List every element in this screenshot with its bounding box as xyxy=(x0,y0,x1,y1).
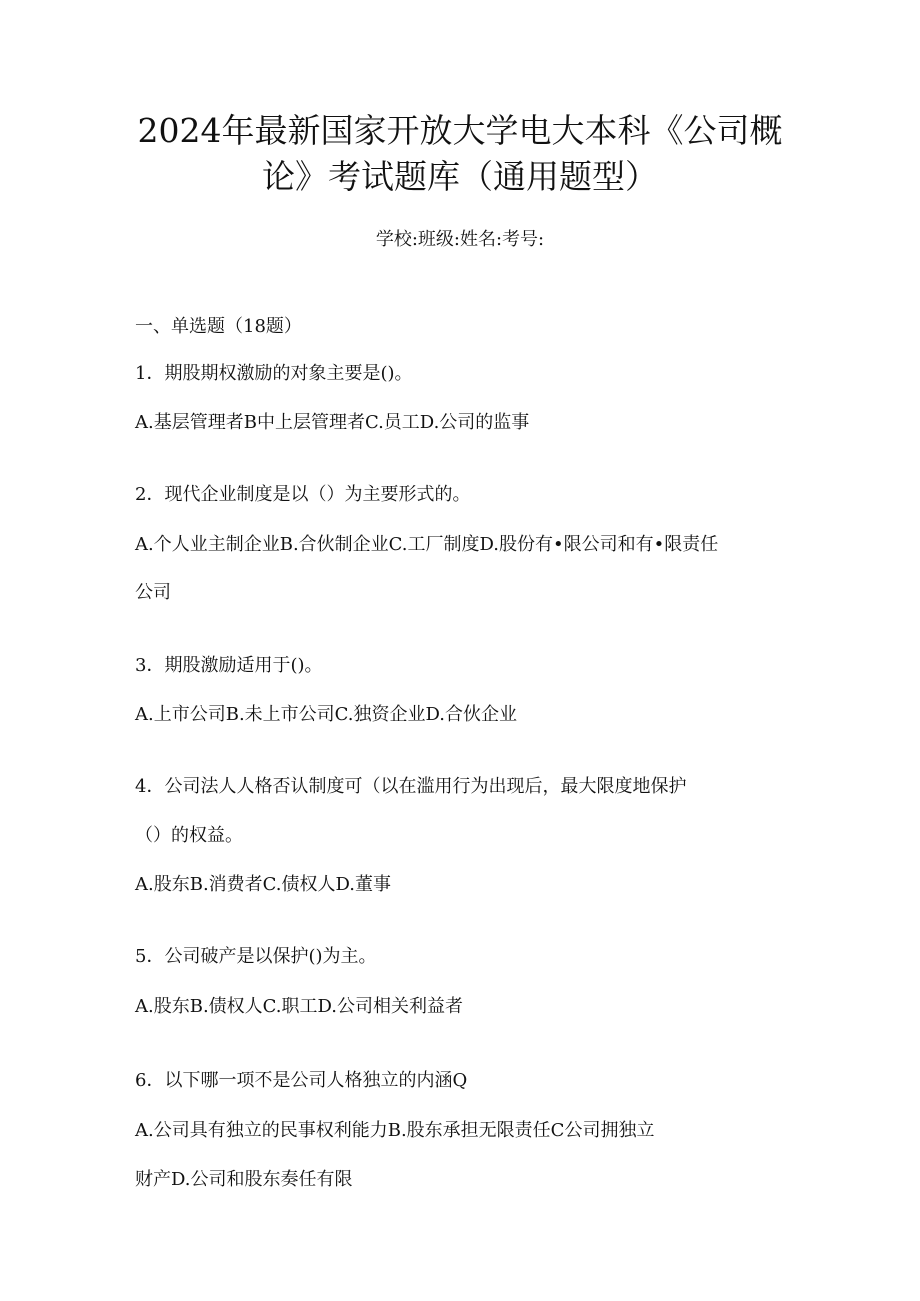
document-title-line-1: 2024年最新国家开放大学电大本科《公司概 xyxy=(137,111,783,150)
question-5-options: A.股东B.债权人C.职工D.公司相关利益者 xyxy=(135,996,464,1017)
question-1-options: A.基层管理者B中上层管理者C.员工D.公司的监事 xyxy=(135,412,530,433)
question-4-options: A.股东B.消费者C.债权人D.董事 xyxy=(135,874,392,895)
question-6-options: A.公司具有独立的民事权利能力B.股东承担无限责任C公司拥独立 xyxy=(135,1120,655,1141)
question-3-stem: 3．期股激励适用于()。 xyxy=(135,655,323,676)
question-5-stem: 5．公司破产是以保护()为主。 xyxy=(135,946,377,967)
question-4-stem: 4．公司法人人格否认制度可（以在滥用行为出现后，最大限度地保护 xyxy=(135,776,687,797)
question-6-options-cont: 财产D.公司和股东奏任有限 xyxy=(135,1169,353,1190)
question-2-stem: 2．现代企业制度是以（）为主要形式的。 xyxy=(135,484,471,505)
question-4-stem-cont: （）的权益。 xyxy=(135,825,243,846)
section-heading: 一、单选题（18题） xyxy=(135,316,302,337)
question-3-options: A.上市公司B.未上市公司C.独资企业D.合伙企业 xyxy=(135,704,518,725)
document-title-line-2: 论》考试题库（通用题型） xyxy=(262,157,658,196)
question-2-options: A.个人业主制企业B.合伙制企业C.工厂制度D.股份有•限公司和有•限责任 xyxy=(135,534,719,555)
question-1-stem: 1．期股期权激励的对象主要是()。 xyxy=(135,363,413,384)
question-2-options-cont: 公司 xyxy=(135,582,171,603)
question-6-stem: 6．以下哪一项不是公司人格独立的内涵Q xyxy=(135,1070,468,1091)
student-info-line: 学校:班级:姓名:考号: xyxy=(375,229,545,250)
